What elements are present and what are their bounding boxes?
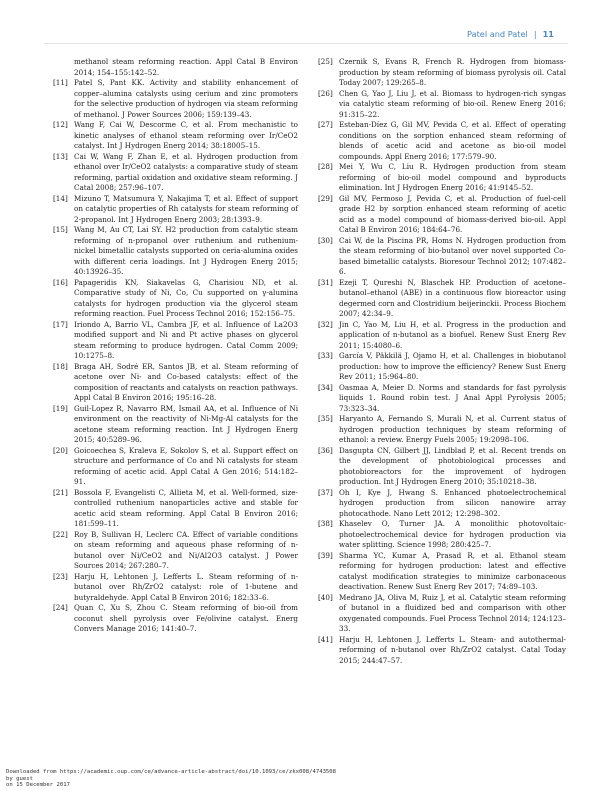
reference-item: [318, 446, 566, 488]
reference-number: [33]: [318, 351, 333, 360]
reference-text: Haryanto A, Fernando S, Murali N, et al. Current status of hydrogen production techniques by steam reforming of ethanol: a review. Energy Fuels 2005; 19:2098–106.: [339, 414, 566, 444]
reference-number: [41]: [318, 634, 333, 644]
reference-item: [53, 530, 298, 572]
reference-text: Braga AH, Sodré ER, Santos JB, et al. Steam reforming of acetone over Ni- and Co-based catalysts: effect of the composition of reactants and catalysts on reaction pathways. Appl Catal B Environ 2016; 195:16–28.: [74, 361, 298, 402]
reference-text: Czernik S, Evans R, French R. Hydrogen from biomass-production by steam reforming of biomass pyrolysis oil. Catal Today 2007; 129:265–8.: [339, 57, 566, 87]
reference-number: [22]: [53, 529, 68, 539]
reference-item: [53, 446, 298, 488]
reference-number: [21]: [53, 487, 68, 497]
reference-number: [31]: [318, 277, 333, 287]
reference-item: [53, 152, 298, 194]
reference-text: Khaselev O, Turner JA. A monolithic photovoltaic-photoelectrochemical device for hydrogen production via water splitting. Science 1998; 280:425–7.: [339, 519, 566, 549]
reference-number: [38]: [318, 519, 333, 528]
header-rule: [44, 43, 568, 44]
reference-number: [24]: [53, 603, 68, 612]
reference-text: Wang F, Cai W, Descorme C, et al. From mechanistic to kinetic analyses of ethanol steam reforming over Ir/CeO2 catalyst. Int J Hydrogen Energ 2014; 38:18005–15.: [74, 120, 298, 150]
reference-item: [318, 120, 566, 162]
header-authors: Patel and Patel: [467, 29, 528, 39]
reference-number: [27]: [318, 120, 333, 129]
reference-text: Cai W, Wang F, Zhan E, et al. Hydrogen production from ethanol over Ir/CeO2 catalysts: a comparative study of steam reforming, partial oxidation and oxidative steam reforming. J Catal 2008; 257:96–107.: [74, 151, 298, 192]
reference-item: [53, 572, 298, 604]
reference-number: [15]: [53, 225, 68, 234]
reference-number: [34]: [318, 382, 333, 392]
reference-number: [32]: [318, 319, 333, 329]
reference-number: [25]: [318, 57, 333, 66]
reference-number: [30]: [318, 235, 333, 245]
reference-text: Dasgupta CN, Gilbert JJ, Lindblad P, et al. Recent trends on the development of photobiological processes and photobioreactors for the improvement of hydrogen production. Int J Hydrogen Energ 2010; 35:10218–38.: [339, 445, 566, 486]
reference-text: Patel S, Pant KK. Activity and stability enhancement of copper–alumina catalysts using cerium and zinc promoters for the selective production of hydrogen via steam reforming of methanol. J Power Sources 2006; 159:139–43.: [74, 78, 298, 119]
reference-item: [318, 162, 566, 194]
reference-text: García V, Päkkilä J, Ojamo H, et al. Challenges in biobutanol production: how to improve the efficiency? Renew Sust Energ Rev 2011; 15:964–80.: [339, 351, 566, 381]
reference-item: [53, 603, 298, 635]
reference-item: [318, 320, 566, 352]
reference-number: [12]: [53, 120, 68, 129]
reference-item: [53, 78, 298, 120]
reference-item: [53, 120, 298, 152]
download-stamp-url: Downloaded from https://academic.oup.com/ce/advance-article-abstract/doi/10.1093/ce/zkx008/4743508: [6, 769, 337, 775]
reference-text: Wang M, Au CT, Lai SY. H2 production from catalytic steam reforming of n-propanol over ruthenium and ruthenium-nickel bimetallic catalysts supported on ceria-alumina oxides with different ceria loadings. Int J Hydrogen Energ 2015; 40:13926–35.: [74, 225, 298, 276]
references-right-column: [318, 57, 566, 666]
reference-text: Esteban-Díez G, Gil MV, Pevida C, et al. Effect of operating conditions on the sorption enhanced steam reforming of blends of acetic acid and acetone as bio-oil model compounds. Appl Energ 2016; 177:579–90.: [339, 120, 566, 161]
reference-item: [318, 278, 566, 320]
reference-text: Sharma YC, Kumar A, Prasad R, et al. Ethanol steam reforming for hydrogen production: latest and effective catalyst modification strategies to minimize carbonaceous deactivation. Renew Sust Energ Rev 2017; 74:89–103.: [339, 550, 566, 591]
reference-number: [19]: [53, 403, 68, 413]
reference-text: Chen G, Yao J, Liu J, et al. Biomass to hydrogen-rich syngas via catalytic steam reforming of bio-oil. Renew Energ 2016; 91:315–22.: [339, 88, 566, 119]
reference-number: [28]: [318, 162, 333, 171]
running-header: [467, 29, 554, 39]
reference-item: [53, 404, 298, 446]
reference-item: [318, 57, 566, 89]
reference-number: [13]: [53, 151, 68, 161]
reference-item: [318, 551, 566, 593]
reference-text: Gil MV, Fermoso J, Pevida C, et al. Production of fuel-cell grade H2 by sorption enhanced steam reforming of acetic acid as a model compound of biomass-derived bio-oil. Appl Catal B Environ 2016; 184:64–76.: [339, 193, 566, 234]
reference-item: [53, 225, 298, 278]
reference-text: Iriondo A, Barrio VL, Cambra JF, et al. Influence of La2O3 modified support and Ni and Pt active phases on glycerol steam reforming to produce hydrogen. Catal Comm 2009; 10:1275–8.: [74, 319, 298, 360]
reference-number: [11]: [53, 78, 68, 87]
reference-item: [318, 383, 566, 415]
reference-number: [37]: [318, 487, 333, 497]
reference-item: [318, 593, 566, 635]
reference-text: Roy B, Sullivan H, Leclerc CA. Effect of variable conditions on steam reforming and aqueous phase reforming of n-butanol over Ni/CeO2 and Ni/Al2O3 catalyst. J Power Sources 2014; 267:280–7.: [74, 529, 298, 570]
reference-number: [20]: [53, 445, 68, 455]
reference-item: [53, 194, 298, 226]
reference-text: Quan C, Xu S, Zhou C. Steam reforming of bio-oil from coconut shell pyrolysis over Fe/olivine catalyst. Energ Convers Manage 2016; 141:40–7.: [74, 603, 298, 633]
reference-number: [29]: [318, 193, 333, 203]
reference-item: [318, 519, 566, 551]
reference-number: [35]: [318, 414, 333, 423]
reference-text: Oasmaa A, Meier D. Norms and standards for fast pyrolysis liquids 1. Round robin test. J Anal Appl Pyrolysis 2005; 73:323–34.: [339, 382, 566, 413]
reference-number: [23]: [53, 571, 68, 581]
reference-text: Goicoechea S, Kraleva E, Sokolov S, et al. Support effect on structure and performance of Co and Ni catalysts for steam reforming of acetic acid. Appl Catal A Gen 2016; 514:182–91.: [74, 445, 298, 486]
reference-text: Medrano JA, Oliva M, Ruiz J, et al. Catalytic steam reforming of butanol in a fluidized bed and comparison with other oxygenated compounds. Fuel Process Technol 2014; 124:123–33.: [339, 592, 566, 633]
reference-number: [39]: [318, 550, 333, 560]
reference-item: [318, 194, 566, 236]
reference-text: Mizuno T, Matsumura Y, Nakajima T, et al. Effect of support on catalytic properties of Rh catalysts for steam reforming of 2-propanol. Int J Hydrogen Energ 2003; 28:1393–9.: [74, 193, 298, 224]
reference-text: Oh I, Kye J, Hwang S. Enhanced photoelectrochemical hydrogen production from silicon nanowire array photocathode. Nano Lett 2012; 12:298–302.: [339, 487, 566, 518]
reference-item: [318, 89, 566, 121]
page-number: 11: [542, 29, 554, 39]
reference-number: [14]: [53, 193, 68, 203]
reference-item: [53, 488, 298, 530]
reference-item: [318, 236, 566, 278]
download-stamp-date: on 15 December 2017: [6, 782, 70, 789]
download-stamp: [6, 769, 336, 789]
reference-number: [18]: [53, 361, 68, 371]
reference-text: Harju H, Lehtonen J, Lefferts L. Steam- and autothermal-reforming of n-butanol over Rh/ZrO2 catalyst. Catal Today 2015; 244:47–57.: [339, 634, 566, 665]
reference-number: [17]: [53, 319, 68, 329]
reference-item: [318, 414, 566, 446]
reference-item: [53, 278, 298, 320]
reference-text: Jin C, Yao M, Liu H, et al. Progress in the production and application of n-butanol as a biofuel. Renew Sust Energ Rev 2011; 15:4080–6.: [339, 319, 566, 350]
reference-item: [53, 362, 298, 404]
reference-item: [318, 488, 566, 520]
reference-text: Ezeji T, Qureshi N, Blaschek HP. Production of acetone–butanol–ethanol (ABE) in a continuous flow bioreactor using degermed corn and Clostridium beijerinckii. Process Biochem 2007; 42:34–9.: [339, 277, 566, 318]
reference-number: [40]: [318, 592, 333, 602]
reference-item: [318, 351, 566, 383]
download-stamp-user: by guest: [6, 775, 33, 782]
reference-number: [16]: [53, 277, 68, 287]
reference-continuation: methanol steam reforming reaction. Appl Catal B Environ 2014; 154–155:142–52.: [74, 57, 298, 77]
reference-number: [26]: [318, 88, 333, 98]
reference-text: Bossola F, Evangelisti C, Allieta M, et al. Well-formed, size-controlled ruthenium nanoparticles active and stable for acetic acid steam reforming. Appl Catal B Environ 2016; 181:599–11.: [74, 487, 298, 528]
reference-text: Mei Y, Wu C, Liu R. Hydrogen production from steam reforming of bio-oil model compound and byproducts elimination. Int J Hydrogen Energ 2016; 41:9145–52.: [339, 162, 566, 192]
reference-item: [318, 635, 566, 667]
reference-text: Harju H, Lehtonen J, Lefferts L. Steam reforming of n-butanol over Rh/ZrO2 catalyst: role of 1-butene and butyraldehyde. Appl Catal B Environ 2016; 182:33–6.: [74, 571, 298, 602]
reference-text: Cai W, de la Piscina PR, Homs N. Hydrogen production from the steam reforming of bio-butanol over novel supported Co-based bimetallic catalysts. Bioresour Technol 2012; 107:482–6.: [339, 235, 566, 276]
reference-text: Guil-Lopez R, Navarro RM, Ismail AA, et al. Influence of Ni environment on the reactivity of Ni-Mg-Al catalysts for the acetone steam reforming reaction. Int J Hydrogen Energ 2015; 40:5289–96.: [74, 403, 298, 444]
reference-item: [53, 320, 298, 362]
reference-number: [36]: [318, 445, 333, 455]
header-separator: |: [533, 29, 537, 39]
reference-text: Papageridis KN, Siakavelas G, Charisiou ND, et al. Comparative study of Ni, Co, Cu supported on γ-alumina catalysts for hydrogen production via the glycerol steam reforming reaction. Fuel Process Technol 2016; 152:156–75.: [74, 277, 298, 318]
references-left-column: [53, 57, 298, 635]
